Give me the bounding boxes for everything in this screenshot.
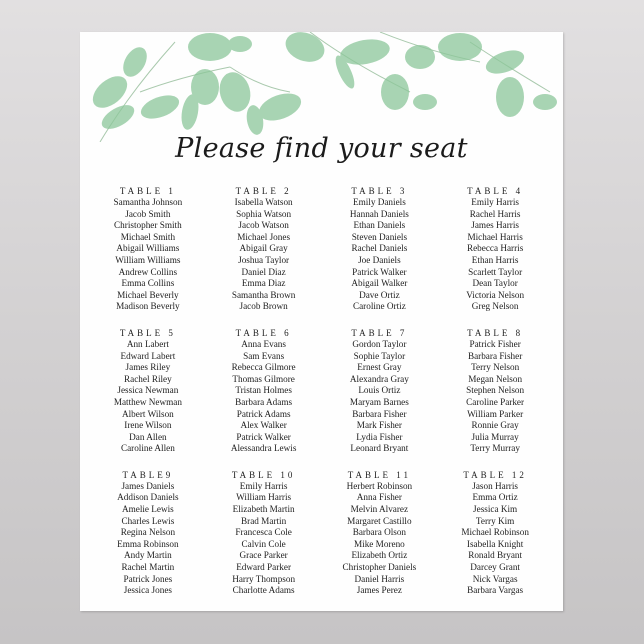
guest-name: Charles Lewis [121, 515, 175, 526]
guest-name: Terry Nelson [471, 362, 520, 373]
guest-name: Patrick Jones [123, 573, 173, 584]
guest-name: Regina Nelson [120, 527, 176, 538]
guest-name: Joe Daniels [358, 254, 401, 265]
guest-name: Joshua Taylor [238, 254, 290, 265]
guest-name: Irene Wilson [124, 420, 172, 431]
table-heading: TABLE 11 [347, 469, 411, 480]
guest-name: James Perez [356, 585, 402, 596]
table-heading: TABLE 12 [463, 469, 527, 480]
guest-name: Christopher Smith [114, 220, 182, 231]
guest-name: Louis Ortiz [358, 385, 401, 396]
seating-chart-poster [80, 32, 563, 611]
guest-name: Michael Harris [467, 231, 523, 242]
guest-name: James Harris [471, 220, 519, 231]
guest-name: Dave Ortiz [359, 289, 400, 300]
guest-name: Alexandra Gray [349, 373, 409, 384]
guest-name: Jacob Watson [238, 220, 289, 231]
page-title: Please find your seat [175, 133, 468, 164]
guest-name: Abigail Gray [239, 243, 288, 254]
guest-name: Barbara Fisher [352, 408, 407, 419]
guest-name: Michael Robinson [461, 527, 529, 538]
guest-name: Samantha Johnson [113, 197, 183, 207]
guest-name: Julia Murray [471, 431, 519, 442]
table-heading: TABLE 6 [235, 327, 292, 338]
guest-name: Ethan Daniels [353, 220, 406, 231]
guest-name: Mike Moreno [353, 538, 405, 549]
guest-name: Rachel Riley [124, 373, 172, 384]
guest-name: Emily Harris [471, 197, 519, 207]
guest-name: Daniel Harris [354, 573, 405, 584]
guest-name: Emma Ortiz [472, 492, 518, 503]
guest-name: Ann Labert [126, 338, 169, 349]
guest-name: Christopher Daniels [342, 562, 417, 573]
guest-name: Isabella Watson [234, 197, 293, 207]
guest-name: Francesca Cole [235, 527, 292, 538]
guest-name: Jacob Brown [239, 301, 288, 312]
guest-name: Maryam Barnes [349, 396, 409, 407]
guest-name: Amelie Lewis [121, 504, 174, 515]
guest-name: Stephen Nelson [466, 385, 525, 396]
guest-name: Steven Daniels [351, 231, 408, 242]
guest-name: Thomas Gilmore [232, 373, 295, 384]
guest-name: Harry Thompson [232, 573, 296, 584]
guest-name: Sophia Watson [236, 208, 292, 219]
guest-name: Megan Nelson [468, 373, 523, 384]
guest-name: Terry Kim [475, 515, 515, 526]
guest-name: Lydia Fisher [356, 431, 403, 442]
guest-name: Patrick Adams [236, 408, 291, 419]
table-block [437, 469, 553, 597]
guest-name: Leonard Bryant [350, 443, 409, 454]
guest-name: Mark Fisher [356, 420, 402, 431]
guest-name: Scarlett Taylor [468, 266, 523, 277]
guest-name: Caroline Ortiz [352, 301, 406, 312]
table-block [90, 185, 206, 313]
guest-name: Dan Allen [129, 431, 167, 442]
guest-name: Grace Parker [239, 550, 288, 561]
guest-name: Alessandra Lewis [230, 443, 297, 454]
table-heading: TABLE 10 [231, 469, 296, 480]
guest-name: Rachel Daniels [351, 243, 408, 254]
guest-name: Abigail Walker [351, 278, 408, 289]
guest-name: Edward Labert [120, 350, 176, 361]
table-block [206, 327, 322, 455]
guest-name: William Parker [467, 408, 524, 419]
guest-name: Elizabeth Ortiz [351, 550, 408, 561]
guest-name: Margaret Castillo [347, 515, 412, 526]
guest-name: Melvin Alvarez [350, 504, 409, 515]
table-block [322, 185, 438, 313]
table-block [206, 469, 322, 597]
guest-name: Greg Nelson [471, 301, 519, 312]
guest-name: James Daniels [121, 480, 175, 491]
guest-name: Addison Daniels [117, 492, 179, 503]
table-block [90, 327, 206, 455]
guest-name: Jessica Jones [123, 585, 172, 596]
guest-name: Jacob Smith [125, 208, 171, 219]
table-heading: TABLE 2 [235, 186, 292, 196]
guest-name: Jason Harris [472, 480, 518, 491]
guest-name: Charlotte Adams [232, 585, 295, 596]
guest-name: Ronald Bryant [468, 550, 523, 561]
eucalyptus-foliage-icon [80, 32, 563, 142]
table-heading: TABLE 3 [351, 186, 408, 196]
table-block [90, 469, 206, 597]
guest-name: Michael Beverly [117, 289, 179, 300]
table-block [437, 327, 553, 455]
guest-name: Caroline Allen [120, 443, 175, 454]
guest-name: Emma Diaz [241, 278, 286, 289]
guest-name: Ronnie Gray [471, 420, 519, 431]
guest-name: James Riley [125, 362, 171, 373]
guest-name: Elizabeth Martin [232, 504, 295, 515]
table-heading: TABLE9 [122, 469, 174, 480]
guest-name: Edward Parker [236, 562, 292, 573]
table-heading: TABLE 7 [351, 327, 408, 338]
guest-name: Michael Jones [237, 231, 291, 242]
guest-name: Herbert Robinson [346, 480, 413, 491]
guest-name: Anna Fisher [356, 492, 402, 503]
guest-name: Hannah Daniels [349, 208, 409, 219]
guest-name: Jessica Newman [117, 385, 179, 396]
seating-grid [90, 185, 553, 597]
guest-name: Brad Martin [241, 515, 287, 526]
guest-name: Patrick Walker [236, 431, 291, 442]
guest-name: Caroline Parker [466, 396, 525, 407]
table-heading: TABLE 1 [119, 186, 176, 196]
guest-name: Patrick Fisher [469, 338, 521, 349]
guest-name: Rachel Martin [121, 562, 175, 573]
guest-name: Rachel Harris [469, 208, 521, 219]
guest-name: Michael Smith [120, 231, 176, 242]
guest-name: Anna Evans [241, 338, 286, 349]
table-block [322, 327, 438, 455]
table-block [322, 469, 438, 597]
table-heading: TABLE 8 [467, 327, 524, 338]
guest-name: Barbara Adams [235, 396, 293, 407]
guest-name: Sophie Taylor [353, 350, 406, 361]
guest-name: Darcey Grant [470, 562, 520, 573]
guest-name: Barbara Vargas [467, 585, 524, 596]
guest-name: Albert Wilson [121, 408, 174, 419]
guest-name: Emma Robinson [117, 538, 179, 549]
table-heading: TABLE 5 [119, 327, 176, 338]
guest-name: Alex Walker [240, 420, 287, 431]
guest-name: Sam Evans [243, 350, 285, 361]
guest-name: Emma Collins [121, 278, 175, 289]
table-heading: TABLE 4 [467, 186, 524, 196]
guest-name: Calvin Cole [241, 538, 286, 549]
guest-name: Andrew Collins [118, 266, 178, 277]
guest-name: Rebecca Gilmore [231, 362, 296, 373]
guest-name: Ethan Harris [471, 254, 519, 265]
guest-name: Tristan Holmes [235, 385, 292, 396]
table-block [206, 185, 322, 313]
guest-name: Gordon Taylor [352, 338, 407, 349]
guest-name: Nick Vargas [472, 573, 518, 584]
guest-name: Barbara Fisher [467, 350, 523, 361]
guest-name: Rebecca Harris [466, 243, 524, 254]
guest-name: Madison Beverly [116, 301, 180, 312]
guest-name: Isabella Knight [466, 538, 524, 549]
guest-name: Andy Martin [124, 550, 172, 561]
guest-name: Emily Daniels [352, 197, 406, 207]
guest-name: Daniel Diaz [241, 266, 286, 277]
guest-name: Patrick Walker [352, 266, 407, 277]
guest-name: Jessica Kim [473, 504, 518, 515]
guest-name: Terry Murray [470, 443, 520, 454]
guest-name: William Williams [115, 254, 181, 265]
guest-name: Barbara Olson [352, 527, 407, 538]
guest-name: Samantha Brown [231, 289, 296, 300]
guest-name: Dean Taylor [472, 278, 518, 289]
guest-name: William Harris [236, 492, 292, 503]
guest-name: Emily Harris [239, 480, 288, 491]
table-block [437, 185, 553, 313]
guest-name: Matthew Newman [113, 396, 182, 407]
guest-name: Victoria Nelson [466, 289, 525, 300]
guest-name: Abigail Williams [116, 243, 180, 254]
guest-name: Ernest Gray [357, 362, 402, 373]
